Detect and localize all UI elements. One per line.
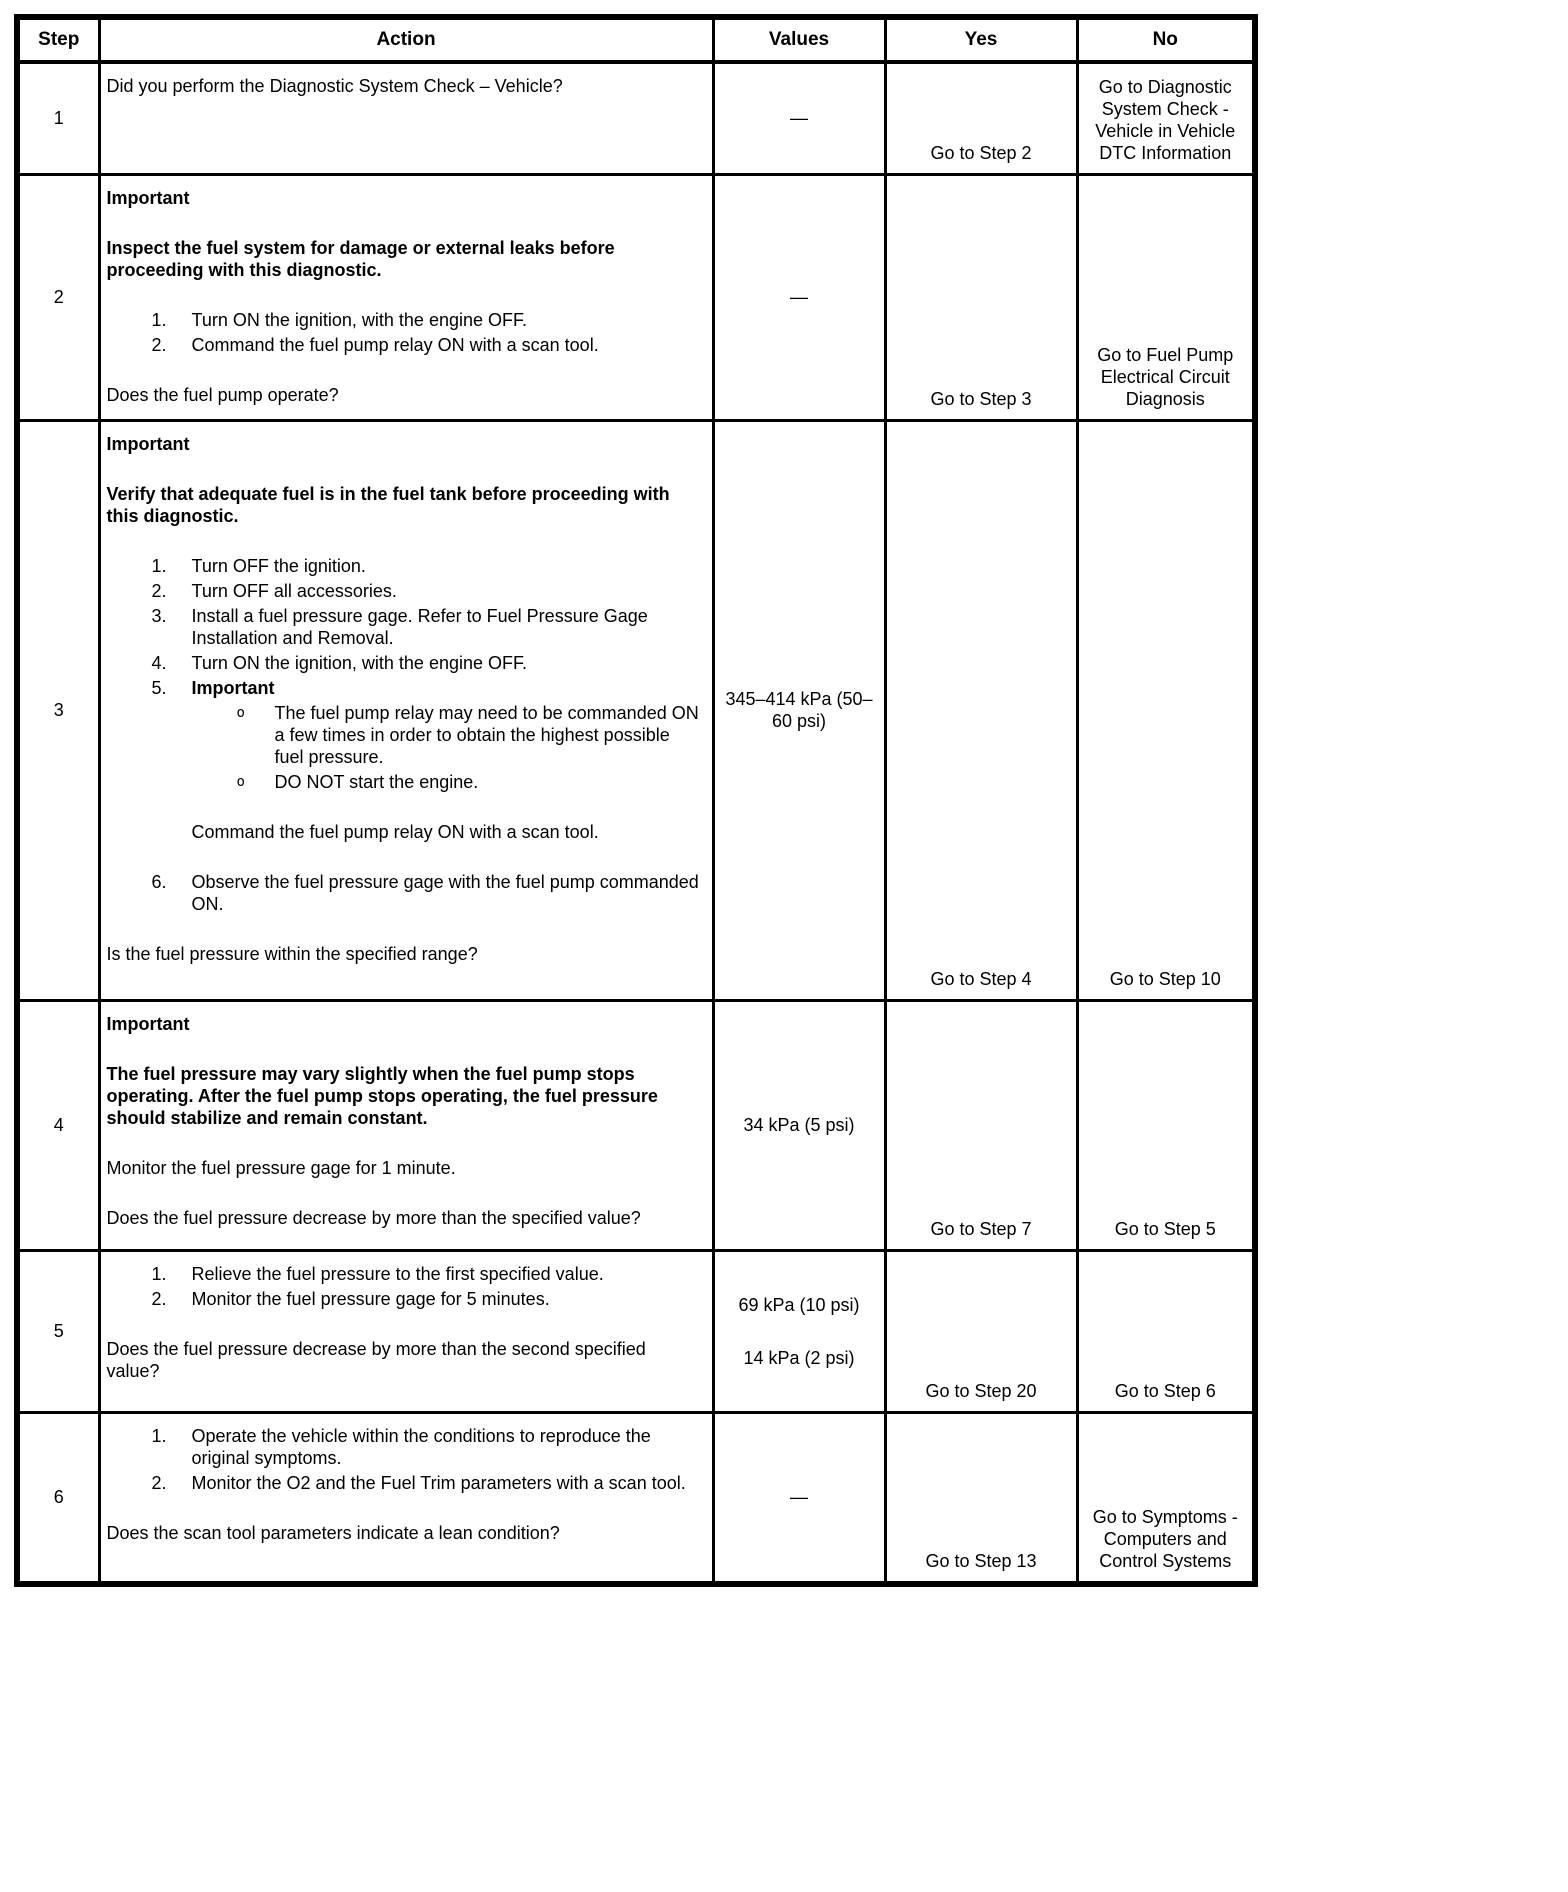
list-item bbox=[192, 771, 700, 793]
list-number: 1. bbox=[151, 1425, 167, 1446]
list-item bbox=[192, 702, 700, 768]
yes-cell bbox=[885, 1000, 1077, 1250]
list-item bbox=[107, 1472, 700, 1494]
no-instruction: Go to Step 5 bbox=[1114, 1218, 1216, 1239]
list-item-text: Monitor the fuel pressure gage for 5 minutes. bbox=[191, 1288, 550, 1309]
important-note: Important bbox=[106, 1013, 190, 1034]
column-header-step: Step bbox=[17, 17, 99, 62]
table-row-step-4 bbox=[17, 1000, 1255, 1250]
list-item bbox=[107, 555, 700, 577]
yes-instruction: Go to Step 20 bbox=[925, 1380, 1037, 1401]
column-header-values: Values bbox=[713, 17, 885, 62]
list-item-content bbox=[192, 1425, 700, 1469]
column-header-no: No bbox=[1077, 17, 1255, 62]
circle-bullet-icon: o bbox=[236, 704, 245, 721]
table-body bbox=[17, 62, 1255, 1584]
list-item-content bbox=[192, 334, 700, 356]
list-item-content bbox=[275, 702, 700, 768]
list-number: 5. bbox=[151, 677, 167, 698]
table-header bbox=[17, 17, 1255, 62]
no-instruction: Go to Diagnostic System Check - Vehicle in Vehicle DTC Information bbox=[1095, 76, 1236, 163]
no-instruction: Go to Step 6 bbox=[1114, 1380, 1216, 1401]
action-cell bbox=[99, 1250, 713, 1412]
yes-cell bbox=[885, 1412, 1077, 1584]
list-item bbox=[107, 334, 700, 356]
no-instruction: Go to Fuel Pump Electrical Circuit Diagnosis bbox=[1097, 344, 1234, 409]
action-paragraph: Does the fuel pump operate? bbox=[106, 384, 339, 405]
step-cell bbox=[17, 174, 99, 420]
important-note: Verify that adequate fuel is in the fuel tank before proceeding with this diagnostic. bbox=[106, 483, 670, 526]
yes-cell bbox=[885, 174, 1077, 420]
list-item-content bbox=[192, 580, 700, 602]
action-paragraph: Does the scan tool parameters indicate a lean condition? bbox=[106, 1522, 560, 1543]
yes-instruction: Go to Step 7 bbox=[930, 1218, 1032, 1239]
step-number: 6 bbox=[53, 1487, 64, 1508]
yes-cell bbox=[885, 1250, 1077, 1412]
diagnostic-table bbox=[14, 14, 1258, 1587]
circle-bullet-icon: o bbox=[236, 773, 245, 790]
list-item-content bbox=[192, 677, 700, 843]
important-note: The fuel pressure may vary slightly when the fuel pump stops operating. After the fuel pump stops operating, the fuel pressure should stabilize and remain constant. bbox=[106, 1063, 658, 1128]
values-cell bbox=[713, 174, 885, 420]
list-item-content bbox=[192, 1263, 700, 1285]
values-text: 14 kPa (2 psi) bbox=[743, 1347, 855, 1368]
numbered-list bbox=[107, 555, 700, 915]
list-number: 2. bbox=[151, 334, 167, 355]
step-number: 4 bbox=[53, 1115, 64, 1135]
no-cell bbox=[1077, 174, 1255, 420]
numbered-list bbox=[107, 1263, 700, 1310]
values-text: 69 kPa (10 psi) bbox=[738, 1294, 860, 1315]
table-row-step-2 bbox=[17, 174, 1255, 420]
yes-instruction: Go to Step 3 bbox=[930, 388, 1032, 409]
action-paragraph: Does the fuel pressure decrease by more than the specified value? bbox=[106, 1207, 641, 1228]
table-row-step-3 bbox=[17, 420, 1255, 1000]
values-cell bbox=[713, 420, 885, 1000]
list-item-text: Relieve the fuel pressure to the first specified value. bbox=[191, 1263, 604, 1284]
values-text: 34 kPa (5 psi) bbox=[743, 1115, 855, 1135]
list-item-text: Observe the fuel pressure gage with the fuel pump commanded ON. bbox=[191, 871, 699, 914]
action-cell bbox=[99, 62, 713, 174]
list-item bbox=[107, 1263, 700, 1285]
action-paragraph: Monitor the fuel pressure gage for 1 minute. bbox=[106, 1157, 456, 1178]
list-item-text: Turn OFF the ignition. bbox=[191, 555, 366, 576]
values-cell bbox=[713, 62, 885, 174]
list-item bbox=[107, 871, 700, 915]
step-number: 3 bbox=[53, 700, 64, 720]
list-item-text: Turn ON the ignition, with the engine OFF. bbox=[191, 652, 527, 673]
action-cell bbox=[99, 174, 713, 420]
no-cell bbox=[1077, 420, 1255, 1000]
list-number: 1. bbox=[151, 555, 167, 576]
values-text: 345–414 kPa (50–60 psi) bbox=[725, 689, 873, 731]
important-note: Important bbox=[106, 433, 190, 454]
no-cell bbox=[1077, 1412, 1255, 1584]
values-text: — bbox=[790, 1487, 808, 1508]
list-item-text: Important bbox=[191, 677, 275, 698]
column-header-yes: Yes bbox=[885, 17, 1077, 62]
values-text: — bbox=[790, 287, 808, 307]
action-paragraph: Command the fuel pump relay ON with a scan tool. bbox=[191, 821, 599, 842]
step-cell bbox=[17, 1412, 99, 1584]
list-number: 2. bbox=[151, 1288, 167, 1309]
no-cell bbox=[1077, 62, 1255, 174]
list-item-text: Turn OFF all accessories. bbox=[191, 580, 397, 601]
list-item bbox=[107, 1288, 700, 1310]
yes-cell bbox=[885, 420, 1077, 1000]
numbered-list bbox=[107, 309, 700, 356]
list-item-text: Operate the vehicle within the conditions to reproduce the original symptoms. bbox=[191, 1425, 651, 1468]
table-row-step-1 bbox=[17, 62, 1255, 174]
step-cell bbox=[17, 1250, 99, 1412]
list-item-text: Install a fuel pressure gage. Refer to Fuel Pressure Gage Installation and Removal. bbox=[191, 605, 648, 648]
list-number: 3. bbox=[151, 605, 167, 626]
column-header-action: Action bbox=[99, 17, 713, 62]
values-cell bbox=[713, 1000, 885, 1250]
list-item-text: DO NOT start the engine. bbox=[274, 771, 479, 792]
list-item-content bbox=[275, 771, 700, 793]
list-item-text: The fuel pump relay may need to be commanded ON a few times in order to obtain the highest possible fuel pressure. bbox=[274, 702, 699, 767]
no-instruction: Go to Symptoms - Computers and Control Systems bbox=[1092, 1507, 1238, 1571]
list-number: 1. bbox=[151, 309, 167, 330]
list-item-content bbox=[192, 309, 700, 331]
no-instruction: Go to Step 10 bbox=[1109, 968, 1221, 989]
step-cell bbox=[17, 1000, 99, 1250]
yes-instruction: Go to Step 4 bbox=[930, 968, 1032, 989]
step-cell bbox=[17, 420, 99, 1000]
list-item-text: Command the fuel pump relay ON with a scan tool. bbox=[191, 334, 599, 355]
action-paragraph: Is the fuel pressure within the specified range? bbox=[106, 943, 478, 964]
list-item-text: Turn ON the ignition, with the engine OFF. bbox=[191, 309, 527, 330]
values-cell bbox=[713, 1412, 885, 1584]
list-number: 6. bbox=[151, 871, 167, 892]
list-number: 2. bbox=[151, 1472, 167, 1493]
table-row-step-6 bbox=[17, 1412, 1255, 1584]
values-cell bbox=[713, 1250, 885, 1412]
list-number: 4. bbox=[151, 652, 167, 673]
list-item bbox=[107, 652, 700, 674]
header-row bbox=[17, 17, 1255, 62]
list-number: 2. bbox=[151, 580, 167, 601]
important-note: Important bbox=[106, 187, 190, 208]
values-text: — bbox=[790, 108, 808, 129]
list-item bbox=[107, 605, 700, 649]
circle-bullet-list bbox=[192, 702, 700, 793]
list-item-content bbox=[192, 1472, 700, 1494]
table-row-step-5 bbox=[17, 1250, 1255, 1412]
action-cell bbox=[99, 1412, 713, 1584]
list-number: 1. bbox=[151, 1263, 167, 1284]
important-note: Inspect the fuel system for damage or external leaks before proceeding with this diagnostic. bbox=[106, 237, 615, 280]
yes-cell bbox=[885, 62, 1077, 174]
action-paragraph: Did you perform the Diagnostic System Check – Vehicle? bbox=[106, 76, 563, 96]
list-item bbox=[107, 580, 700, 602]
no-cell bbox=[1077, 1250, 1255, 1412]
list-item-content bbox=[192, 652, 700, 674]
list-item bbox=[107, 309, 700, 331]
list-item-content bbox=[192, 1288, 700, 1310]
numbered-list bbox=[107, 1425, 700, 1494]
list-item bbox=[107, 677, 700, 843]
yes-instruction: Go to Step 2 bbox=[930, 142, 1032, 163]
list-item-text: Monitor the O2 and the Fuel Trim parameters with a scan tool. bbox=[191, 1472, 686, 1493]
action-cell bbox=[99, 420, 713, 1000]
step-cell bbox=[17, 62, 99, 174]
list-item-content bbox=[192, 605, 700, 649]
list-item bbox=[107, 1425, 700, 1469]
action-cell bbox=[99, 1000, 713, 1250]
step-number: 5 bbox=[53, 1321, 64, 1341]
no-cell bbox=[1077, 1000, 1255, 1250]
step-number: 1 bbox=[53, 108, 64, 129]
list-item-content bbox=[192, 871, 700, 915]
yes-instruction: Go to Step 13 bbox=[925, 1551, 1037, 1571]
list-item-content bbox=[192, 555, 700, 577]
action-paragraph: Does the fuel pressure decrease by more than the second specified value? bbox=[106, 1338, 646, 1381]
step-number: 2 bbox=[53, 287, 64, 307]
